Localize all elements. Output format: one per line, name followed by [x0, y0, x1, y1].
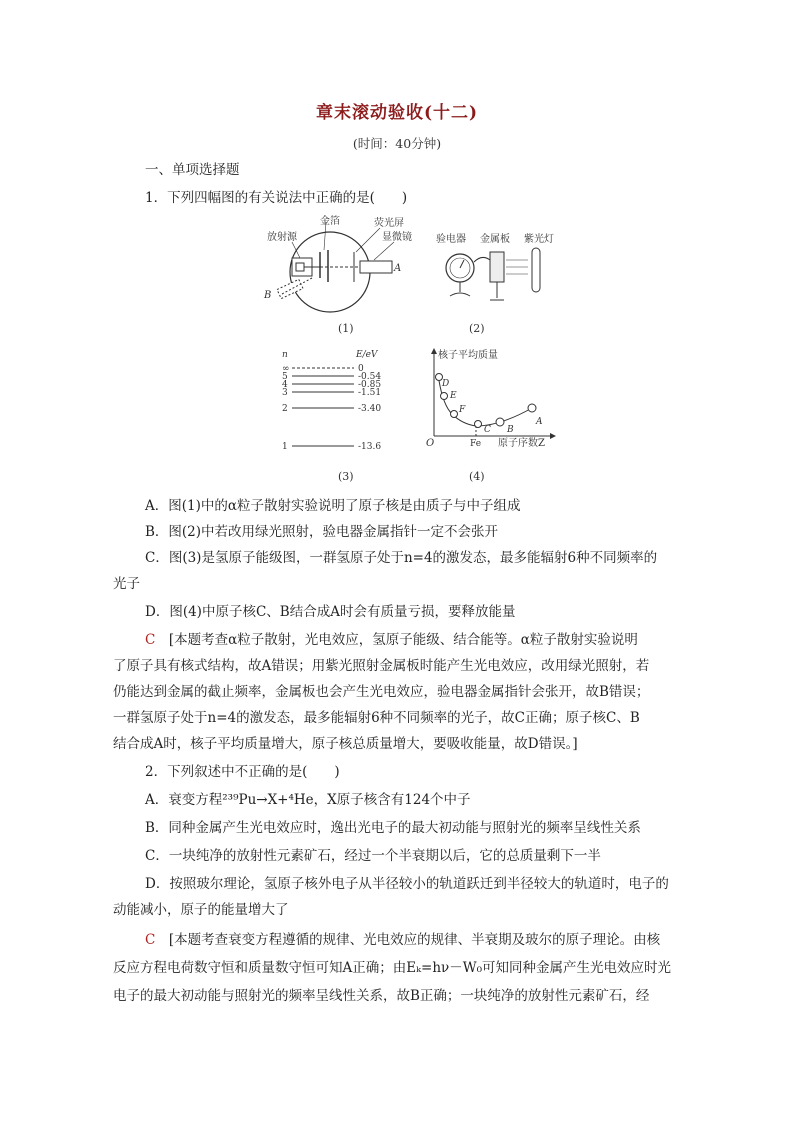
- q2-option-a: A．衰变方程²³⁹Pu→X+⁴He，X原子核含有124个中子: [145, 792, 471, 808]
- q1-option-a: A．图(1)中的α粒子散射实验说明了原子核是由质子与中子组成: [145, 498, 521, 514]
- figure-4-caption: (4): [469, 470, 485, 483]
- fig4-origin: O: [426, 438, 435, 449]
- label-electroscope: 验电器: [436, 234, 466, 245]
- label-foil: 金箔: [320, 216, 340, 227]
- q2-option-b: B．同种金属产生光电效应时，逸出光电子的最大初动能与照射光的频率呈线性关系: [145, 820, 641, 836]
- figure-1-caption: (1): [338, 322, 354, 335]
- q1-option-b: B．图(2)中若改用绿光照射，验电器金属指针一定不会张开: [145, 524, 499, 540]
- figure-1-alpha-scattering: [262, 212, 412, 342]
- point-f: F: [459, 405, 466, 415]
- point-c: C: [484, 425, 491, 435]
- q2-analysis-text-1: [本题考查衰变方程遵循的规律、光电效应的规律、半衰期及玻尔的原子理论。由核: [168, 932, 661, 948]
- figure-2-photoelectric: [436, 232, 556, 312]
- energy-level-n: 2: [282, 404, 288, 414]
- label-screen: 荧光屏: [374, 218, 404, 229]
- fig4-fe: Fe: [470, 439, 482, 449]
- q2-answer: C: [145, 932, 156, 948]
- label-a: A: [394, 263, 402, 274]
- q2-option-c: C．一块纯净的放射性元素矿石，经过一个半衰期以后，它的总质量剩下一半: [145, 848, 601, 864]
- q1-stem: 1．下列四幅图的有关说法中正确的是( ): [145, 190, 408, 206]
- q1-analysis-line-3: 仍能达到金属的截止频率，金属板也会产生光电效应，验电器金属指针会张开，故B错误；: [113, 684, 650, 700]
- energy-level-n: 1: [282, 442, 288, 452]
- time-limit: (时间：40分钟): [352, 136, 442, 151]
- energy-level-n: ∞: [282, 364, 290, 374]
- q2-option-d-cont: 动能减小，原子的能量增大了: [113, 902, 289, 918]
- point-e: E: [450, 391, 457, 401]
- figure-3-energy-levels: [278, 346, 408, 458]
- q2-option-d: D．按照玻尔理论，氢原子核外电子从半径较小的轨道跃迁到半径较大的轨道时，电子的: [145, 876, 669, 892]
- q2-analysis-line-1: [145, 930, 660, 950]
- fig4-xlabel: 原子序数Z: [498, 438, 545, 449]
- q1-analysis-line-2: 了原子具有核式结构，故A错误；用紫光照射金属板时能产生光电效应，改用绿光照射，若: [113, 658, 650, 674]
- fig4-ylabel: 核子平均质量: [438, 350, 498, 361]
- label-source: 放射源: [267, 232, 297, 243]
- figure-4-average-nucleon-mass: [420, 344, 560, 456]
- energy-level-e: -0.54: [358, 372, 382, 382]
- energy-level-e: -0.85: [358, 380, 382, 390]
- q1-analysis-line-5: 结合成A时，核子平均质量增大，原子核总质量增大，要吸收能量，故D错误。]: [113, 736, 578, 752]
- energy-level-e: -13.6: [358, 442, 382, 452]
- label-lamp: 紫光灯: [524, 234, 554, 245]
- level-e-header: E/eV: [356, 350, 378, 360]
- point-a: A: [536, 417, 543, 427]
- level-n-header: n: [282, 350, 288, 360]
- energy-level-n: 5: [282, 372, 288, 382]
- q1-analysis-text-1: [本题考查α粒子散射，光电效应，氢原子能级、结合能等。α粒子散射实验说明: [168, 632, 638, 648]
- energy-level-e: -1.51: [358, 388, 382, 398]
- q1-analysis-line-1: [145, 630, 638, 650]
- energy-level-n: 3: [282, 388, 288, 398]
- section-heading: 一、单项选择题: [145, 162, 240, 178]
- figure-2-caption: (2): [469, 322, 485, 335]
- q1-option-d: D．图(4)中原子核C、B结合成A时会有质量亏损，要释放能量: [145, 604, 516, 620]
- energy-level-n: 4: [282, 380, 288, 390]
- figure-3-caption: (3): [338, 470, 354, 483]
- label-plate: 金属板: [480, 234, 510, 245]
- energy-level-e: -3.40: [358, 404, 382, 414]
- q1-option-c-cont: 光子: [113, 576, 140, 592]
- label-microscope: 显微镜: [382, 232, 412, 243]
- label-b: B: [264, 290, 272, 301]
- point-d: D: [442, 379, 450, 389]
- energy-level-e: 0: [358, 364, 364, 374]
- q1-option-c: C．图(3)是氢原子能级图，一群氢原子处于n=4的激发态，最多能辐射6种不同频率的: [145, 550, 658, 566]
- q2-analysis-line-3: 电子的最大初动能与照射光的频率呈线性关系，故B正确；一块纯净的放射性元素矿石，经: [113, 988, 650, 1004]
- q2-stem: 2．下列叙述中不正确的是( ): [145, 764, 340, 780]
- q2-analysis-line-2: 反应方程电荷数守恒和质量数守恒可知A正确；由Eₖ=hν－W₀可知同种金属产生光电效应时光: [113, 960, 672, 976]
- page-title: 章末滚动验收(十二): [315, 103, 479, 123]
- q1-answer: C: [145, 632, 156, 648]
- point-b: B: [507, 425, 514, 435]
- q1-analysis-line-4: 一群氢原子处于n=4的激发态，最多能辐射6种不同频率的光子，故C正确；原子核C、B: [113, 710, 640, 726]
